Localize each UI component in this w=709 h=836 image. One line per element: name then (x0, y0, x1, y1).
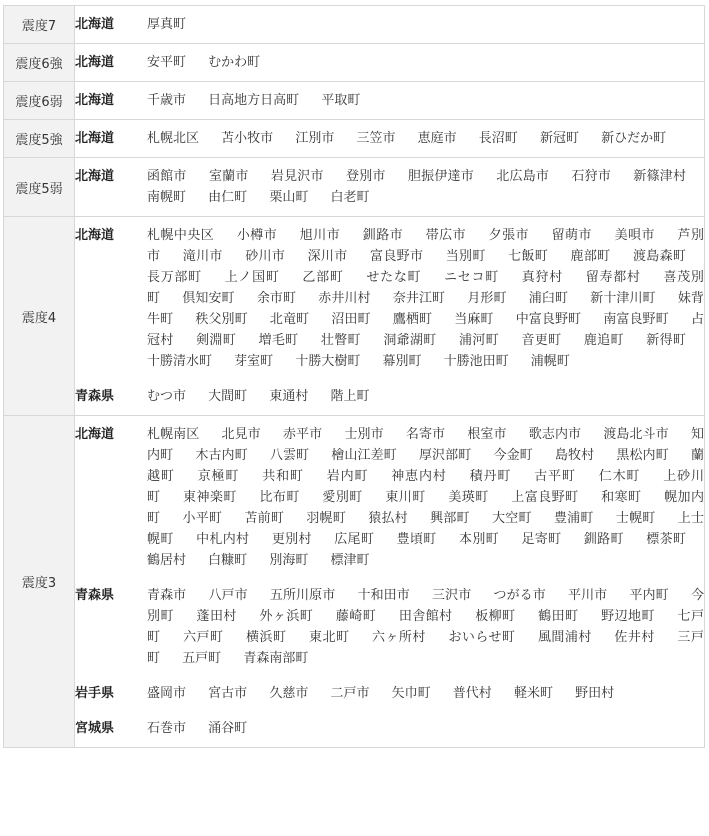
town-name: 厚沢部町 (418, 448, 472, 463)
town-name: 日高地方日高町 (208, 93, 300, 108)
town-name: 士別市 (344, 427, 384, 442)
prefecture-name: 青森県 (75, 588, 115, 603)
town-name: 小平町 (182, 511, 223, 526)
areas-cell (75, 82, 705, 120)
town-name: 本別町 (459, 532, 499, 547)
prefecture-name: 北海道 (75, 427, 115, 442)
town-name: 軽米町 (513, 686, 553, 701)
town-name: 北広島市 (496, 169, 550, 184)
town-name: 平内町 (629, 588, 669, 603)
town-name: 渡島北斗市 (603, 427, 669, 442)
town-name: 盛岡市 (147, 686, 187, 701)
town-name: 野辺地町 (601, 609, 655, 624)
town-name: 砂川市 (245, 249, 286, 264)
prefecture-name: 北海道 (75, 131, 115, 146)
town-name: 階上町 (330, 389, 370, 404)
town-name: 歌志内市 (528, 427, 582, 442)
town-name: 富良野市 (370, 249, 424, 264)
town-name: 鹿追町 (583, 333, 624, 348)
areas-cell (75, 120, 705, 158)
town-name: 安平町 (147, 55, 187, 70)
town-name: 南富良野町 (603, 312, 669, 327)
town-name: 東北町 (309, 630, 350, 645)
town-name: 壮瞥町 (320, 333, 361, 348)
town-name: 八雲町 (269, 448, 310, 463)
town-name: ニセコ町 (444, 270, 499, 285)
town-name: 栗山町 (269, 190, 309, 205)
town-name: せたな町 (366, 270, 422, 285)
town-name: 猿払村 (368, 511, 408, 526)
areas-cell (75, 217, 705, 416)
town-name: おいらせ町 (448, 630, 516, 645)
town-name: 士幌町 (615, 511, 656, 526)
town-name: 標津町 (330, 553, 370, 568)
town-name: 東川町 (385, 490, 426, 505)
town-name: 石巻市 (147, 721, 187, 736)
town-name: 十勝清水町 (147, 354, 213, 369)
town-name: 二戸市 (330, 686, 370, 701)
town-name: 新ひだか町 (601, 131, 667, 146)
town-name: 神恵内村 (391, 469, 447, 484)
town-name: 比布町 (259, 490, 300, 505)
town-name: 函館市 (147, 169, 187, 184)
town-name: 北竜町 (269, 312, 310, 327)
table-row (4, 82, 705, 120)
town-name: 別海町 (269, 553, 309, 568)
town-name: 新冠町 (539, 131, 579, 146)
town-name: 羽幌町 (306, 511, 346, 526)
town-name: 岩見沢市 (270, 169, 324, 184)
town-list (147, 424, 704, 571)
town-name: 剣淵町 (196, 333, 237, 348)
town-name: 野田村 (575, 686, 615, 701)
town-name: 根室市 (467, 427, 507, 442)
town-name: 五戸町 (182, 651, 222, 666)
town-name: 深川市 (307, 249, 348, 264)
town-name: 月形町 (467, 291, 507, 306)
town-name: 倶知安町 (182, 291, 235, 306)
town-name: 大空町 (492, 511, 532, 526)
town-name: 夕張市 (488, 228, 530, 243)
town-name: 室蘭市 (208, 169, 249, 184)
town-list (147, 52, 704, 73)
town-name: 涌谷町 (208, 721, 248, 736)
town-name: 苫前町 (244, 511, 285, 526)
town-name: 美瑛町 (448, 490, 489, 505)
prefecture-block (75, 416, 704, 579)
town-name: 鷹栖町 (392, 312, 433, 327)
town-name: 沼田町 (331, 312, 371, 327)
prefecture-block (75, 120, 704, 157)
seismic-intensity-table (3, 5, 705, 748)
town-name: 五所川原市 (269, 588, 336, 603)
town-name: 鶴居村 (147, 553, 187, 568)
town-name: 登別市 (346, 169, 386, 184)
town-name: 留萌市 (551, 228, 592, 243)
town-name: 三沢市 (432, 588, 472, 603)
areas-cell (75, 416, 705, 748)
town-name: 仁木町 (598, 469, 641, 484)
town-name: 白糠町 (208, 553, 248, 568)
town-name: 更別村 (271, 532, 312, 547)
town-name: 浦臼町 (528, 291, 569, 306)
town-name: 東通村 (269, 389, 309, 404)
town-name: 妹背牛町 (147, 291, 704, 327)
town-name: 上士幌町 (147, 511, 704, 547)
town-name: 喜茂別町 (147, 270, 704, 306)
town-name: 古平町 (534, 469, 576, 484)
town-name: 当別町 (445, 249, 486, 264)
town-name: 札幌中央区 (147, 228, 215, 243)
town-name: 新得町 (646, 333, 686, 348)
town-name: 八戸市 (208, 588, 248, 603)
town-name: 浦河町 (459, 333, 499, 348)
town-name: 芦別市 (147, 228, 704, 264)
prefecture-block (75, 579, 704, 677)
town-name: 千歳市 (147, 93, 187, 108)
town-name: 東神楽町 (183, 490, 237, 505)
town-name: 三戸町 (147, 630, 704, 666)
town-name: 芽室町 (234, 354, 274, 369)
intensity-cell: 震度4 (4, 217, 75, 416)
town-name: 今別町 (147, 588, 704, 624)
prefecture-block (75, 712, 704, 747)
town-name: 十勝池田町 (443, 354, 509, 369)
town-name: 六ヶ所村 (372, 630, 426, 645)
table-row (4, 120, 705, 158)
town-name: 広尾町 (334, 532, 375, 547)
town-name: 由仁町 (208, 190, 248, 205)
town-name: 共和町 (262, 469, 304, 484)
town-name: 長沼町 (478, 131, 518, 146)
town-name: 当麻町 (454, 312, 494, 327)
town-name: 鹿部町 (570, 249, 611, 264)
town-name: 青森市 (147, 588, 187, 603)
table-row (4, 44, 705, 82)
town-name: 横浜町 (246, 630, 287, 645)
town-name: 檜山江差町 (331, 448, 397, 463)
prefecture-block (75, 44, 704, 81)
town-name: 積丹町 (469, 469, 512, 484)
intensity-cell: 震度5強 (4, 120, 75, 158)
town-name: つがる市 (493, 588, 546, 603)
town-name: 蓬田村 (196, 609, 237, 624)
town-name: 和寒町 (601, 490, 642, 505)
town-name: 岩内町 (326, 469, 369, 484)
town-list (147, 718, 704, 739)
town-name: 愛別町 (322, 490, 363, 505)
town-name: 知内町 (147, 427, 704, 463)
town-list (147, 585, 704, 669)
prefecture-block (75, 158, 704, 216)
town-name: 板柳町 (475, 609, 516, 624)
town-name: 豊浦町 (553, 511, 594, 526)
intensity-cell: 震度7 (4, 6, 75, 44)
town-name: 平取町 (321, 93, 361, 108)
intensity-cell: 震度6弱 (4, 82, 75, 120)
town-name: 美唄市 (614, 228, 655, 243)
table-body (4, 6, 705, 748)
town-list (147, 166, 704, 208)
town-name: 新十津川町 (590, 291, 656, 306)
town-name: 十勝大樹町 (295, 354, 361, 369)
town-name: 洞爺湖町 (383, 333, 437, 348)
town-name: 田舎館村 (398, 609, 453, 624)
town-name: 名寄市 (405, 427, 446, 442)
table-row (4, 6, 705, 44)
town-name: 木古内町 (195, 448, 248, 463)
town-name: 鶴田町 (538, 609, 579, 624)
town-list (147, 14, 704, 35)
town-name: 留寿都村 (585, 270, 641, 285)
town-name: 赤井川村 (318, 291, 371, 306)
town-name: 足寄町 (521, 532, 562, 547)
town-name: 増毛町 (258, 333, 299, 348)
town-name: 幌加内町 (147, 490, 704, 526)
town-name: 奈井江町 (392, 291, 446, 306)
town-name: 三笠市 (356, 131, 396, 146)
prefecture-block (75, 380, 704, 415)
town-name: 藤崎町 (335, 609, 377, 624)
table-row (4, 217, 705, 416)
town-name: 島牧村 (554, 448, 595, 463)
town-list (147, 90, 704, 111)
table-row (4, 158, 705, 217)
intensity-cell: 震度5弱 (4, 158, 75, 217)
town-name: 苫小牧市 (221, 131, 274, 146)
town-name: 帯広市 (425, 228, 467, 243)
prefecture-name: 宮城県 (75, 721, 115, 736)
areas-cell (75, 158, 705, 217)
prefecture-name: 北海道 (75, 93, 115, 108)
town-name: 占冠村 (147, 312, 704, 348)
town-name: 浦幌町 (530, 354, 570, 369)
town-name: 宮古市 (208, 686, 248, 701)
prefecture-block (75, 82, 704, 119)
town-name: 長万部町 (147, 270, 202, 285)
prefecture-name: 岩手県 (75, 686, 115, 701)
town-name: 今金町 (493, 448, 533, 463)
town-name: 小樽市 (236, 228, 278, 243)
town-name: 石狩市 (571, 169, 612, 184)
town-name: 十和田市 (357, 588, 410, 603)
town-name: 渡島森町 (632, 249, 686, 264)
town-name: 豊頃町 (396, 532, 437, 547)
prefecture-block (75, 217, 704, 380)
prefecture-name: 青森県 (75, 389, 115, 404)
prefecture-name: 北海道 (75, 169, 115, 184)
town-name: 音更町 (521, 333, 562, 348)
prefecture-block (75, 6, 704, 43)
town-name: 釧路町 (583, 532, 624, 547)
town-name: 京極町 (197, 469, 240, 484)
town-name: 大間町 (208, 389, 248, 404)
town-list (147, 225, 704, 372)
town-name: 釧路市 (362, 228, 404, 243)
town-name: 上砂川町 (147, 469, 704, 505)
town-name: 風間浦村 (537, 630, 592, 645)
town-name: 札幌北区 (147, 131, 200, 146)
town-name: 乙部町 (302, 270, 344, 285)
town-name: 佐井村 (614, 630, 655, 645)
town-name: 江別市 (295, 131, 335, 146)
town-name: 興部町 (430, 511, 470, 526)
town-name: 外ヶ浜町 (259, 609, 314, 624)
town-name: 旭川市 (299, 228, 341, 243)
town-name: 七飯町 (508, 249, 549, 264)
town-name: 幕別町 (382, 354, 422, 369)
town-name: 七戸町 (147, 609, 704, 645)
town-name: 札幌南区 (147, 427, 200, 442)
town-name: 新篠津村 (633, 169, 686, 184)
town-name: 六戸町 (183, 630, 224, 645)
town-name: 秩父別町 (195, 312, 248, 327)
town-name: 標茶町 (646, 532, 686, 547)
town-name: 赤平市 (282, 427, 323, 442)
town-name: 中富良野町 (515, 312, 582, 327)
town-name: 青森南部町 (243, 651, 309, 666)
town-name: 白老町 (330, 190, 370, 205)
table-row (4, 416, 705, 748)
town-name: 胆振伊達市 (407, 169, 474, 184)
town-name: 恵庭市 (417, 131, 457, 146)
town-name: 上ノ国町 (224, 270, 280, 285)
town-name: 黒松内町 (616, 448, 669, 463)
town-name: 久慈市 (269, 686, 309, 701)
town-list (147, 683, 704, 704)
town-name: 蘭越町 (147, 448, 704, 484)
town-name: 厚真町 (147, 17, 187, 32)
prefecture-block (75, 677, 704, 712)
intensity-cell: 震度3 (4, 416, 75, 748)
intensity-cell: 震度6強 (4, 44, 75, 82)
areas-cell (75, 44, 705, 82)
town-name: 滝川市 (182, 249, 223, 264)
town-name: むつ市 (147, 389, 187, 404)
town-name: 矢巾町 (391, 686, 431, 701)
town-name: 南幌町 (147, 190, 187, 205)
prefecture-name: 北海道 (75, 55, 115, 70)
town-name: 北見市 (221, 427, 261, 442)
prefecture-name: 北海道 (75, 228, 115, 243)
town-name: むかわ町 (208, 55, 261, 70)
town-name: 平川市 (568, 588, 608, 603)
town-list (147, 128, 704, 149)
town-name: 上富良野町 (511, 490, 579, 505)
town-name: 普代村 (452, 686, 492, 701)
town-name: 真狩村 (521, 270, 563, 285)
areas-cell (75, 6, 705, 44)
town-name: 中札内村 (196, 532, 250, 547)
prefecture-name: 北海道 (75, 17, 115, 32)
town-name: 余市町 (256, 291, 297, 306)
town-list (147, 386, 704, 407)
